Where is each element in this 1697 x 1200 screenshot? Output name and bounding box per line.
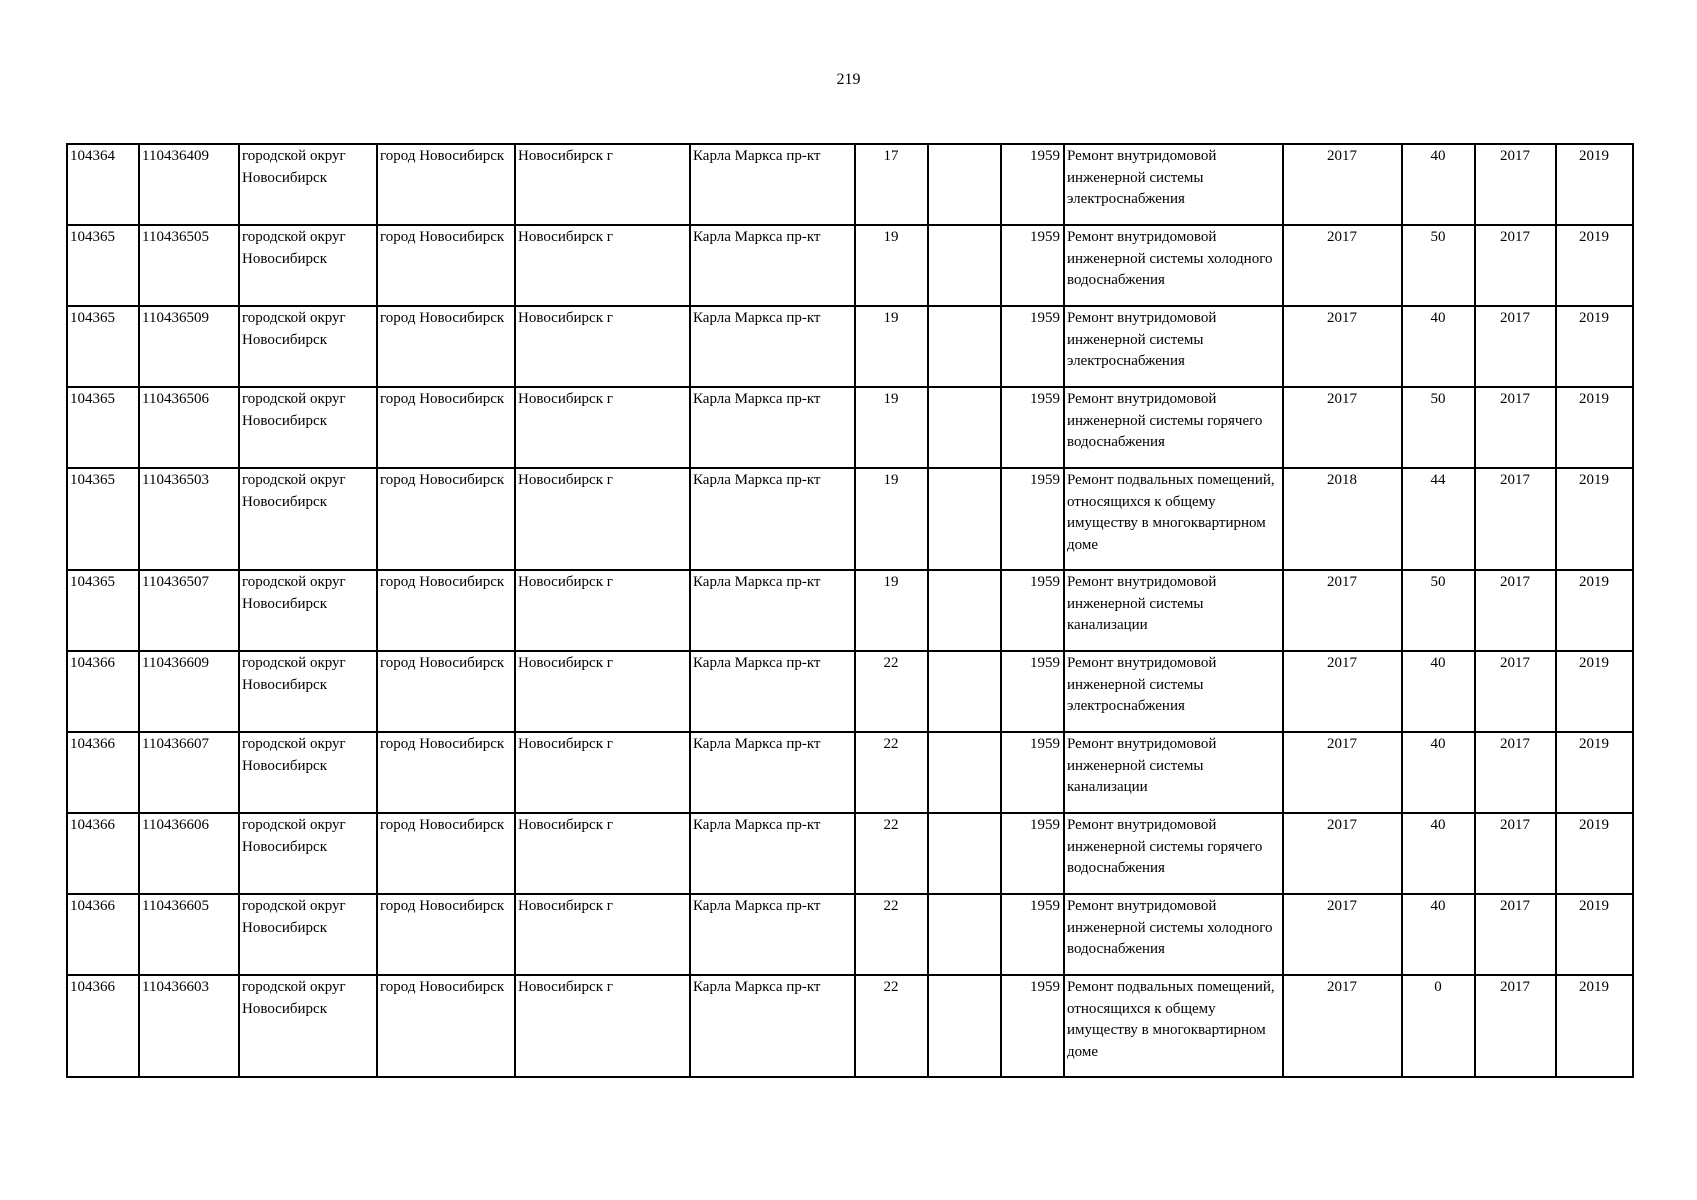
plan-start-year-cell: 2017	[1475, 732, 1556, 813]
record-code-cell: 110436509	[139, 306, 239, 387]
district-cell: городской округ Новосибирск	[239, 975, 377, 1077]
last-repair-year-cell: 2017	[1283, 387, 1402, 468]
locality-cell: Новосибирск г	[515, 732, 690, 813]
house-id-cell: 104365	[67, 468, 139, 570]
street-cell: Карла Маркса пр-кт	[690, 975, 855, 1077]
settlement-cell: город Новосибирск	[377, 894, 515, 975]
house-number-cell: 19	[855, 570, 928, 651]
house-id-cell: 104366	[67, 651, 139, 732]
street-cell: Карла Маркса пр-кт	[690, 570, 855, 651]
plan-end-year-cell: 2019	[1556, 225, 1633, 306]
house-id-cell: 104365	[67, 225, 139, 306]
house-number-cell: 22	[855, 732, 928, 813]
table-row	[67, 306, 1633, 387]
locality-cell: Новосибирск г	[515, 468, 690, 570]
district-cell: городской округ Новосибирск	[239, 813, 377, 894]
settlement-cell: город Новосибирск	[377, 651, 515, 732]
settlement-cell: город Новосибирск	[377, 732, 515, 813]
table-row	[67, 468, 1633, 570]
wear-percent-cell: 40	[1402, 813, 1475, 894]
last-repair-year-cell: 2017	[1283, 144, 1402, 225]
table-row	[67, 813, 1633, 894]
building-cell	[928, 225, 1001, 306]
wear-percent-cell: 50	[1402, 387, 1475, 468]
last-repair-year-cell: 2017	[1283, 651, 1402, 732]
settlement-cell: город Новосибирск	[377, 975, 515, 1077]
building-cell	[928, 651, 1001, 732]
construction-year-cell: 1959	[1001, 387, 1064, 468]
settlement-cell: город Новосибирск	[377, 306, 515, 387]
wear-percent-cell: 40	[1402, 732, 1475, 813]
district-cell: городской округ Новосибирск	[239, 468, 377, 570]
locality-cell: Новосибирск г	[515, 225, 690, 306]
wear-percent-cell: 40	[1402, 651, 1475, 732]
work-type-cell: Ремонт подвальных помещений, относящихся к общему имуществу в многоквартирном доме	[1064, 975, 1283, 1077]
record-code-cell: 110436609	[139, 651, 239, 732]
building-cell	[928, 975, 1001, 1077]
construction-year-cell: 1959	[1001, 813, 1064, 894]
construction-year-cell: 1959	[1001, 144, 1064, 225]
building-cell	[928, 387, 1001, 468]
settlement-cell: город Новосибирск	[377, 225, 515, 306]
street-cell: Карла Маркса пр-кт	[690, 144, 855, 225]
locality-cell: Новосибирск г	[515, 144, 690, 225]
construction-year-cell: 1959	[1001, 732, 1064, 813]
work-type-cell: Ремонт внутридомовой инженерной системы холодного водоснабжения	[1064, 225, 1283, 306]
street-cell: Карла Маркса пр-кт	[690, 894, 855, 975]
construction-year-cell: 1959	[1001, 651, 1064, 732]
record-code-cell: 110436605	[139, 894, 239, 975]
last-repair-year-cell: 2018	[1283, 468, 1402, 570]
settlement-cell: город Новосибирск	[377, 387, 515, 468]
work-type-cell: Ремонт внутридомовой инженерной системы электроснабжения	[1064, 144, 1283, 225]
plan-end-year-cell: 2019	[1556, 813, 1633, 894]
plan-start-year-cell: 2017	[1475, 570, 1556, 651]
work-type-cell: Ремонт внутридомовой инженерной системы горячего водоснабжения	[1064, 387, 1283, 468]
plan-start-year-cell: 2017	[1475, 306, 1556, 387]
plan-start-year-cell: 2017	[1475, 813, 1556, 894]
house-number-cell: 19	[855, 306, 928, 387]
street-cell: Карла Маркса пр-кт	[690, 225, 855, 306]
construction-year-cell: 1959	[1001, 225, 1064, 306]
construction-year-cell: 1959	[1001, 894, 1064, 975]
plan-end-year-cell: 2019	[1556, 894, 1633, 975]
building-cell	[928, 570, 1001, 651]
record-code-cell: 110436507	[139, 570, 239, 651]
table-row	[67, 387, 1633, 468]
building-cell	[928, 468, 1001, 570]
table-row	[67, 225, 1633, 306]
street-cell: Карла Маркса пр-кт	[690, 732, 855, 813]
last-repair-year-cell: 2017	[1283, 732, 1402, 813]
settlement-cell: город Новосибирск	[377, 813, 515, 894]
house-number-cell: 22	[855, 651, 928, 732]
record-code-cell: 110436503	[139, 468, 239, 570]
plan-end-year-cell: 2019	[1556, 975, 1633, 1077]
table-row	[67, 570, 1633, 651]
street-cell: Карла Маркса пр-кт	[690, 387, 855, 468]
house-number-cell: 22	[855, 894, 928, 975]
wear-percent-cell: 0	[1402, 975, 1475, 1077]
last-repair-year-cell: 2017	[1283, 306, 1402, 387]
table-row	[67, 732, 1633, 813]
locality-cell: Новосибирск г	[515, 306, 690, 387]
last-repair-year-cell: 2017	[1283, 894, 1402, 975]
district-cell: городской округ Новосибирск	[239, 225, 377, 306]
district-cell: городской округ Новосибирск	[239, 894, 377, 975]
last-repair-year-cell: 2017	[1283, 225, 1402, 306]
plan-start-year-cell: 2017	[1475, 975, 1556, 1077]
wear-percent-cell: 40	[1402, 144, 1475, 225]
street-cell: Карла Маркса пр-кт	[690, 813, 855, 894]
work-type-cell: Ремонт внутридомовой инженерной системы канализации	[1064, 570, 1283, 651]
house-id-cell: 104366	[67, 894, 139, 975]
wear-percent-cell: 50	[1402, 225, 1475, 306]
record-code-cell: 110436505	[139, 225, 239, 306]
house-number-cell: 19	[855, 468, 928, 570]
plan-end-year-cell: 2019	[1556, 732, 1633, 813]
district-cell: городской округ Новосибирск	[239, 732, 377, 813]
record-code-cell: 110436409	[139, 144, 239, 225]
record-code-cell: 110436506	[139, 387, 239, 468]
plan-start-year-cell: 2017	[1475, 894, 1556, 975]
plan-end-year-cell: 2019	[1556, 651, 1633, 732]
locality-cell: Новосибирск г	[515, 813, 690, 894]
plan-start-year-cell: 2017	[1475, 387, 1556, 468]
record-code-cell: 110436607	[139, 732, 239, 813]
record-code-cell: 110436603	[139, 975, 239, 1077]
table-body	[67, 144, 1633, 1077]
table-row	[67, 651, 1633, 732]
wear-percent-cell: 40	[1402, 306, 1475, 387]
locality-cell: Новосибирск г	[515, 975, 690, 1077]
plan-start-year-cell: 2017	[1475, 144, 1556, 225]
construction-year-cell: 1959	[1001, 975, 1064, 1077]
construction-year-cell: 1959	[1001, 570, 1064, 651]
last-repair-year-cell: 2017	[1283, 570, 1402, 651]
house-id-cell: 104365	[67, 387, 139, 468]
house-id-cell: 104366	[67, 975, 139, 1077]
district-cell: городской округ Новосибирск	[239, 570, 377, 651]
construction-year-cell: 1959	[1001, 306, 1064, 387]
building-cell	[928, 894, 1001, 975]
locality-cell: Новосибирск г	[515, 651, 690, 732]
wear-percent-cell: 40	[1402, 894, 1475, 975]
last-repair-year-cell: 2017	[1283, 813, 1402, 894]
settlement-cell: город Новосибирск	[377, 570, 515, 651]
work-type-cell: Ремонт подвальных помещений, относящихся к общему имуществу в многоквартирном доме	[1064, 468, 1283, 570]
plan-end-year-cell: 2019	[1556, 306, 1633, 387]
house-number-cell: 17	[855, 144, 928, 225]
repair-registry-table	[66, 143, 1634, 1078]
plan-end-year-cell: 2019	[1556, 144, 1633, 225]
house-number-cell: 22	[855, 975, 928, 1077]
table-row	[67, 144, 1633, 225]
page-number: 219	[836, 71, 861, 88]
locality-cell: Новосибирск г	[515, 570, 690, 651]
building-cell	[928, 813, 1001, 894]
plan-start-year-cell: 2017	[1475, 651, 1556, 732]
work-type-cell: Ремонт внутридомовой инженерной системы электроснабжения	[1064, 306, 1283, 387]
street-cell: Карла Маркса пр-кт	[690, 306, 855, 387]
house-number-cell: 19	[855, 387, 928, 468]
last-repair-year-cell: 2017	[1283, 975, 1402, 1077]
building-cell	[928, 306, 1001, 387]
settlement-cell: город Новосибирск	[377, 144, 515, 225]
table-row	[67, 975, 1633, 1077]
building-cell	[928, 144, 1001, 225]
district-cell: городской округ Новосибирск	[239, 651, 377, 732]
plan-end-year-cell: 2019	[1556, 570, 1633, 651]
house-id-cell: 104364	[67, 144, 139, 225]
table-row	[67, 894, 1633, 975]
locality-cell: Новосибирск г	[515, 894, 690, 975]
construction-year-cell: 1959	[1001, 468, 1064, 570]
plan-end-year-cell: 2019	[1556, 468, 1633, 570]
district-cell: городской округ Новосибирск	[239, 144, 377, 225]
house-id-cell: 104366	[67, 732, 139, 813]
street-cell: Карла Маркса пр-кт	[690, 651, 855, 732]
house-id-cell: 104365	[67, 570, 139, 651]
street-cell: Карла Маркса пр-кт	[690, 468, 855, 570]
house-number-cell: 22	[855, 813, 928, 894]
settlement-cell: город Новосибирск	[377, 468, 515, 570]
locality-cell: Новосибирск г	[515, 387, 690, 468]
wear-percent-cell: 44	[1402, 468, 1475, 570]
plan-end-year-cell: 2019	[1556, 387, 1633, 468]
plan-start-year-cell: 2017	[1475, 468, 1556, 570]
record-code-cell: 110436606	[139, 813, 239, 894]
work-type-cell: Ремонт внутридомовой инженерной системы горячего водоснабжения	[1064, 813, 1283, 894]
house-number-cell: 19	[855, 225, 928, 306]
district-cell: городской округ Новосибирск	[239, 306, 377, 387]
district-cell: городской округ Новосибирск	[239, 387, 377, 468]
work-type-cell: Ремонт внутридомовой инженерной системы канализации	[1064, 732, 1283, 813]
work-type-cell: Ремонт внутридомовой инженерной системы электроснабжения	[1064, 651, 1283, 732]
building-cell	[928, 732, 1001, 813]
house-id-cell: 104365	[67, 306, 139, 387]
wear-percent-cell: 50	[1402, 570, 1475, 651]
house-id-cell: 104366	[67, 813, 139, 894]
work-type-cell: Ремонт внутридомовой инженерной системы холодного водоснабжения	[1064, 894, 1283, 975]
plan-start-year-cell: 2017	[1475, 225, 1556, 306]
